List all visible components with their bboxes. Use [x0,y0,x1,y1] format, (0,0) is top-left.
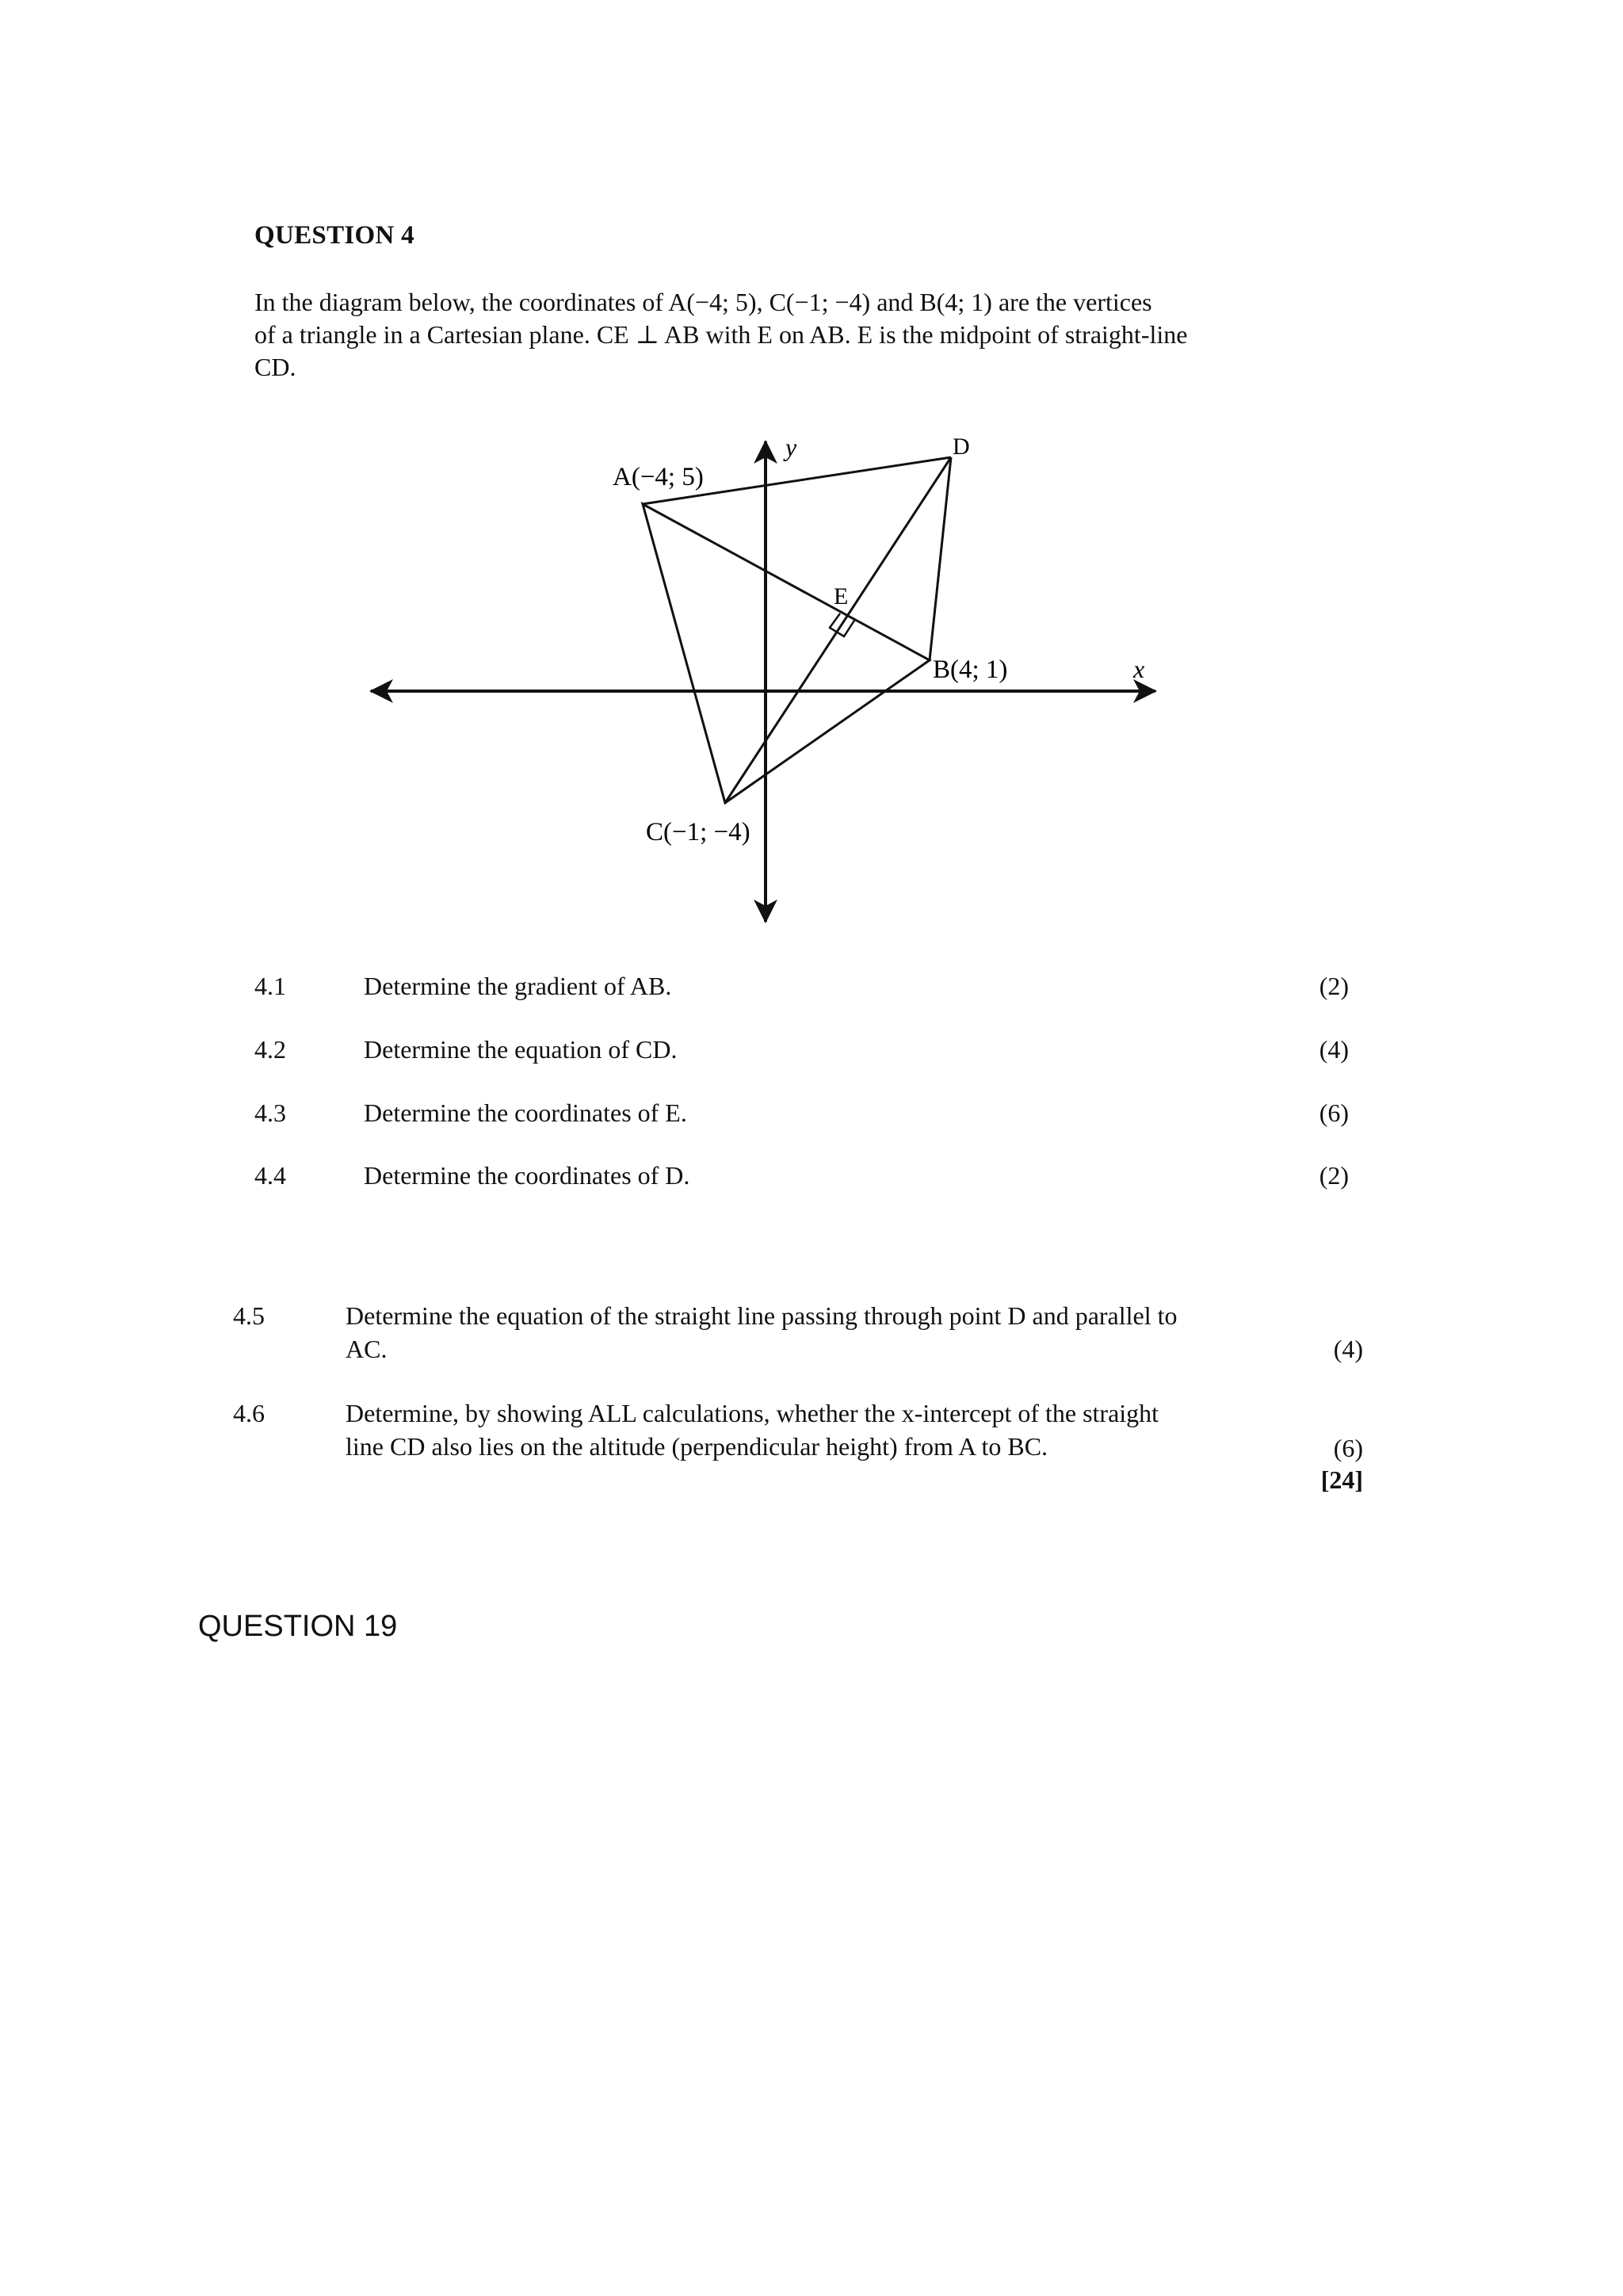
subquestion-number: 4.6 [233,1399,265,1427]
subquestion-text-line: Determine the equation of the straight line passing through point D and parallel to [346,1301,1178,1330]
subquestion-mark: (2) [1319,1161,1349,1190]
label-a: A(−4; 5) [613,463,704,491]
subquestion-number: 4.1 [254,972,286,1000]
segment-cd [725,457,951,803]
subquestion-number: 4.5 [233,1301,265,1330]
label-d: D [953,434,970,460]
label-c: C(−1; −4) [646,818,750,846]
subquestion-number: 4.3 [254,1098,286,1127]
subquestion-text-line: line CD also lies on the altitude (perpendicular height) from A to BC. [346,1432,1048,1461]
intro-line: CD. [254,353,296,381]
subquestion-text: Determine the coordinates of D. [364,1161,690,1190]
segment-db [930,457,951,660]
next-question-title: QUESTION 19 [198,1610,398,1643]
subquestion-text: Determine the gradient of AB. [364,972,672,1000]
question-title: QUESTION 4 [254,221,414,250]
subquestion-number: 4.4 [254,1161,286,1190]
subquestion-mark: (6) [1319,1098,1349,1127]
triangle-abc [643,504,930,803]
subquestion-text: Determine the equation of CD. [364,1035,678,1064]
intro-line: of a triangle in a Cartesian plane. CE ⊥ AB with E on AB. E is the midpoint of straight-line [254,320,1188,349]
label-x-axis: x [1133,655,1145,683]
subquestion-mark: (4) [1319,1035,1349,1064]
question-intro [254,286,1285,384]
label-b: B(4; 1) [933,655,1008,684]
question-total: [24] [1320,1465,1363,1494]
subquestion-mark: (2) [1319,972,1349,1000]
label-e: E [834,583,849,609]
subquestion-mark: (4) [1333,1335,1363,1363]
subquestion-number: 4.2 [254,1035,286,1064]
label-y-axis: y [785,433,797,461]
triangle-diagram [341,424,1189,931]
subquestion-mark: (6) [1333,1434,1363,1462]
subquestion-text-line: AC. [346,1335,388,1363]
subquestion-text: Determine the coordinates of E. [364,1098,687,1127]
intro-line: In the diagram below, the coordinates of A(−4; 5), C(−1; −4) and B(4; 1) are the vertices [254,288,1152,316]
subquestion-text-line: Determine, by showing ALL calculations, whether the x-intercept of the straight [346,1399,1159,1427]
